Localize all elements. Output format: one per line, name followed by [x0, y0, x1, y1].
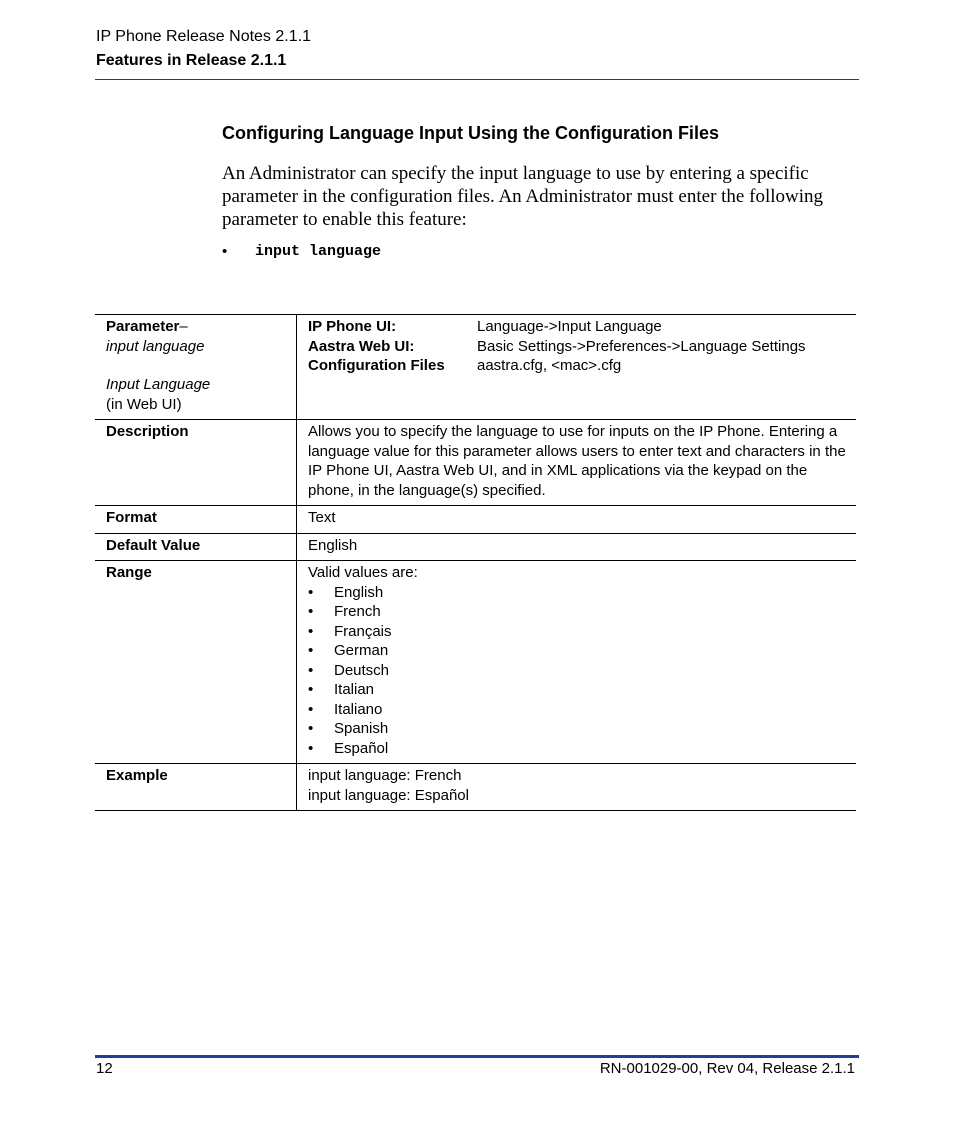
parameter-code: input language — [255, 243, 382, 260]
parameter-web-name: Input Language — [106, 376, 211, 393]
location-value: Language->Input Language — [477, 318, 662, 335]
location-row — [308, 356, 846, 376]
table-row-range — [95, 561, 856, 764]
table-row-format — [95, 506, 856, 534]
list-item: • Italiano — [308, 700, 383, 718]
page-number: 12 — [96, 1060, 113, 1077]
format-value: Text — [297, 506, 857, 534]
list-item: • German — [308, 642, 389, 659]
list-item: • Français — [308, 622, 392, 640]
running-header-section: Features in Release 2.1.1 — [96, 52, 287, 69]
example-line: input language: French — [308, 767, 462, 784]
default-value: English — [297, 533, 857, 561]
table-row-description — [95, 420, 856, 506]
description-label: Description — [95, 420, 297, 506]
default-label: Default Value — [95, 533, 297, 561]
footer-rule — [95, 1055, 859, 1058]
parameter-locations-cell — [297, 315, 857, 420]
section-heading: Configuring Language Input Using the Configuration Files — [222, 123, 719, 143]
parameter-table — [95, 314, 856, 811]
list-item: • Deutsch — [308, 661, 390, 679]
example-line: input language: Español — [308, 786, 469, 804]
location-key: Aastra Web UI: — [308, 337, 415, 355]
intro-paragraph: An Administrator can specify the input language to use by entering a specific parameter in the configuration files. An Administrator must enter the following parameter to enable this feature: — [222, 163, 823, 230]
range-values-list — [308, 583, 846, 759]
example-cell — [297, 764, 857, 811]
table-row-parameter — [95, 315, 856, 420]
range-cell — [297, 561, 857, 764]
list-item: • Spanish — [308, 720, 389, 737]
location-row — [308, 337, 846, 357]
bullet-marker: • — [222, 243, 228, 260]
example-label: Example — [95, 764, 297, 811]
parameter-name: input language — [106, 337, 205, 355]
location-value: Basic Settings->Preferences->Language Settings — [477, 337, 806, 355]
location-key: Configuration Files — [308, 357, 445, 374]
running-header-title: IP Phone Release Notes 2.1.1 — [96, 28, 311, 45]
location-value: aastra.cfg, <mac>.cfg — [477, 357, 622, 374]
location-row — [308, 317, 846, 337]
parameter-dash: – — [179, 318, 188, 335]
list-item: • Español — [308, 739, 389, 757]
list-item: • French — [308, 603, 381, 620]
parameter-web-note: (in Web UI) — [106, 395, 182, 413]
document-id: RN-001029-00, Rev 04, Release 2.1.1 — [599, 1060, 855, 1077]
list-item: • Italian — [308, 681, 375, 698]
description-text: Allows you to specify the language to use for inputs on the IP Phone. Entering a language value for this parameter allows users to enter text and characters in the IP Phone UI, Aastra Web UI, and in XML applications via the keypad on the phone, in the language(s) specified. — [297, 420, 857, 506]
location-key: IP Phone UI: — [308, 318, 397, 335]
parameter-label: Parameter — [106, 318, 180, 335]
range-intro: Valid values are: — [308, 564, 418, 581]
range-label: Range — [95, 561, 297, 764]
list-item: • English — [308, 583, 384, 601]
table-row-example — [95, 764, 856, 811]
parameter-label-cell — [95, 315, 297, 420]
header-rule — [95, 79, 859, 80]
format-label: Format — [95, 506, 297, 534]
table-row-default — [95, 533, 856, 561]
